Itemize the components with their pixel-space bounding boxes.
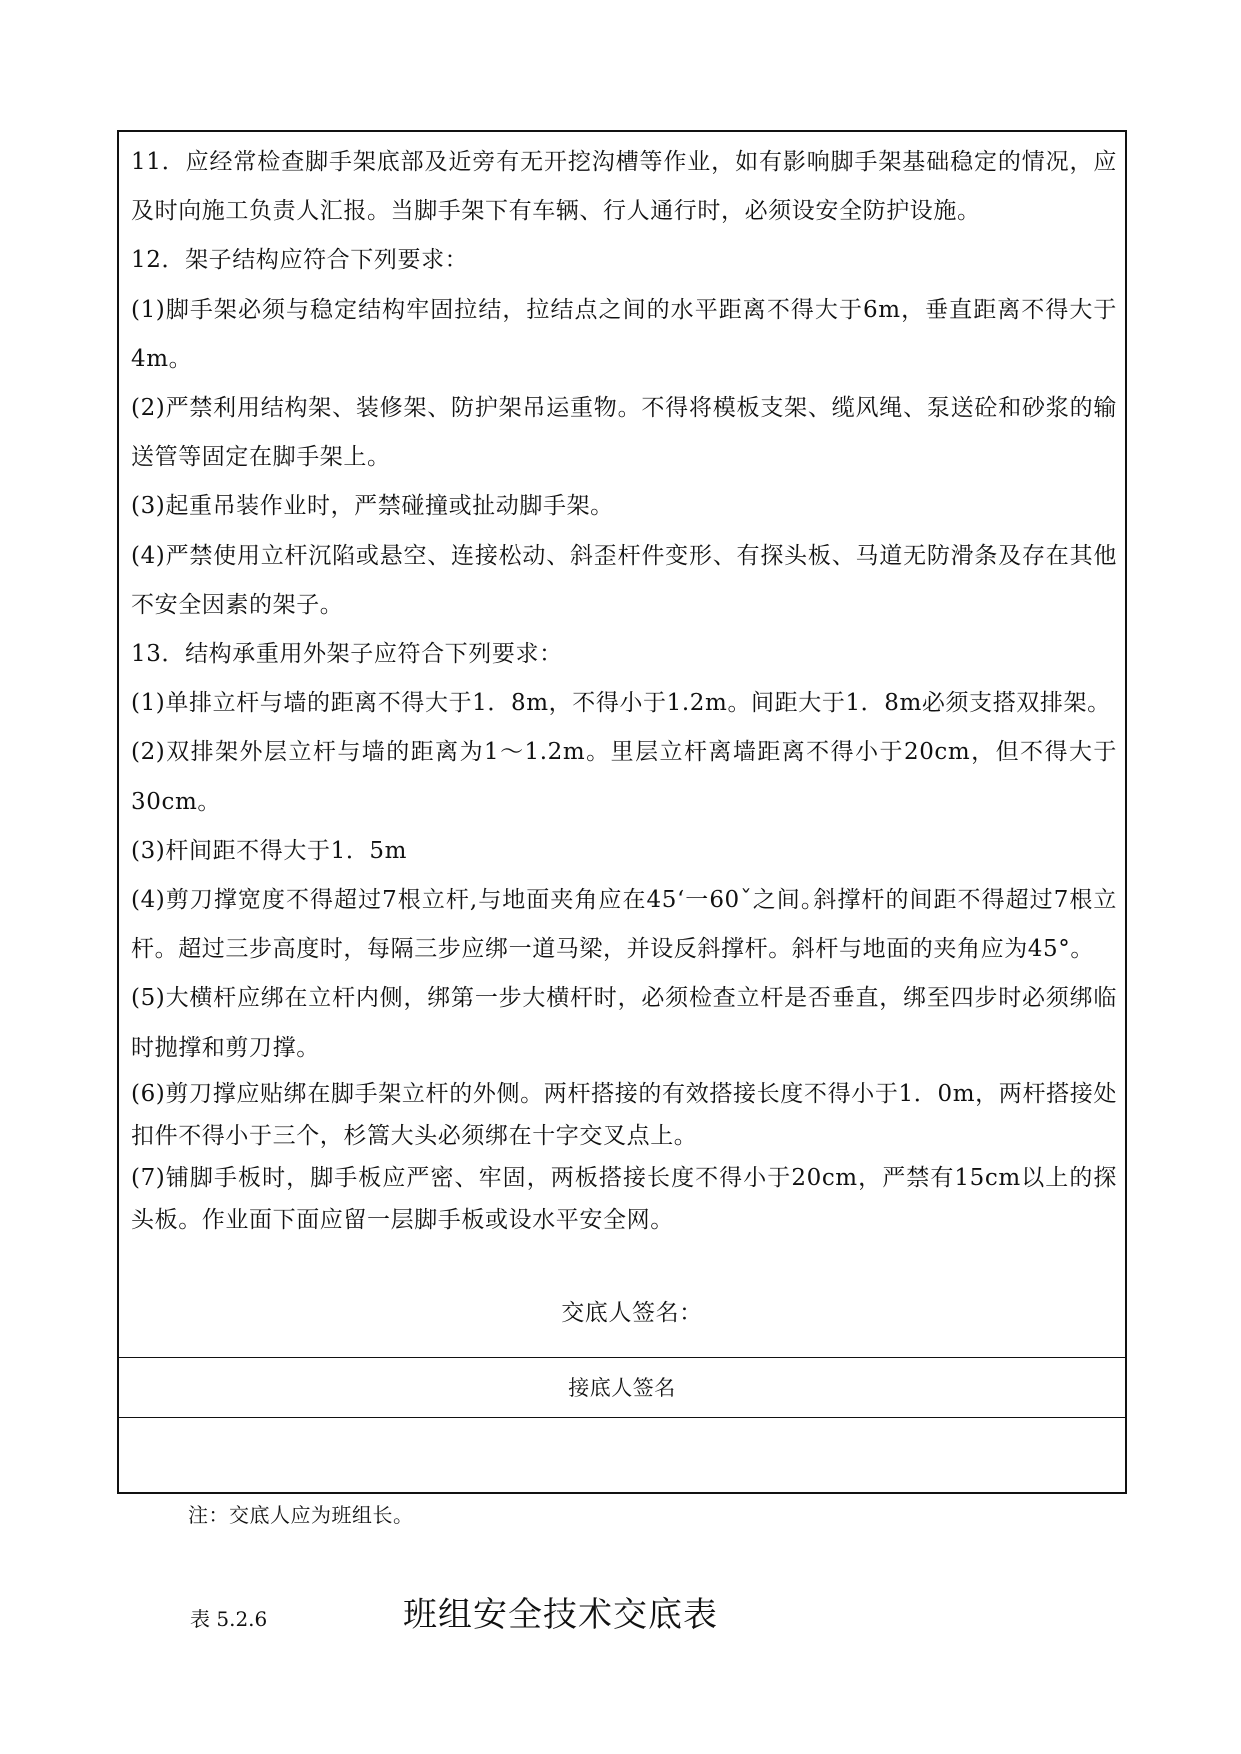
item-13-7: (7)铺脚手板时，脚手板应严密、牢固，两板搭接长度不得小于20cm，严禁有15cm以上的探头板。作业面下面应留一层脚手板或设水平安全网。 <box>131 1164 1117 1233</box>
receiver-signature-label: 接底人签名 <box>568 1376 676 1400</box>
footnote: 注：交底人应为班组长。 <box>188 1503 414 1527</box>
item-12: 12．架子结构应符合下列要求： <box>131 247 469 274</box>
item-13: 13．结构承重用外架子应符合下列要求： <box>131 641 563 668</box>
item-12-4: (4)严禁使用立杆沉陷或悬空、连接松动、斜歪杆件变形、有探头板、马道无防滑条及存在其他不安全因素的架子。 <box>131 542 1117 618</box>
item-12-1: (1)脚手架必须与稳定结构牢固拉结，拉结点之间的水平距离不得大于6m，垂直距离不得大于4m。 <box>131 296 1117 372</box>
disclosure-table <box>117 130 1127 1494</box>
row-divider <box>119 1417 1125 1418</box>
discloser-signature-label: 交底人签名： <box>561 1300 703 1326</box>
item-12-3: (3)起重吊装作业时，严禁碰撞或扯动脚手架。 <box>131 493 614 520</box>
item-13-3: (3)杆间距不得大于1．5m <box>131 837 408 864</box>
next-table-number: 表 5.2.6 <box>190 1607 268 1631</box>
item-13-6: (6)剪刀撑应贴绑在脚手架立杆的外侧。两杆搭接的有效搭接长度不得小于1．0m，两杆搭接处扣件不得小于三个，杉篙大头必须绑在十字交叉点上。 <box>131 1080 1117 1149</box>
item-13-2: (2)双排架外层立杆与墙的距离为1～1.2m。里层立杆离墙距离不得小于20cm，但不得大于30cm。 <box>131 739 1117 815</box>
receiver-signature-field[interactable] <box>119 1419 1125 1492</box>
item-13-4: (4)剪刀撑宽度不得超过7根立杆,与地面夹角应在45‘一60ˇ之间｡斜撑杆的间距不得超过7根立杆。超过三步高度时，每隔三步应绑一道马梁，并设反斜撑杆。斜杆与地面的夹角应为45°。 <box>131 887 1117 963</box>
item-12-2: (2)严禁利用结构架、装修架、防护架吊运重物。不得将模板支架、缆风绳、泵送砼和砂浆的输送管等固定在脚手架上。 <box>131 395 1117 471</box>
item-13-5: (5)大横杆应绑在立杆内侧，绑第一步大横杆时，必须检查立杆是否垂直，绑至四步时必须绑临时抛撑和剪刀撑。 <box>131 985 1117 1061</box>
row-divider <box>119 1357 1125 1358</box>
item-13-1: (1)单排立杆与墙的距离不得大于1．8m，不得小于1.2m。间距大于1．8m必须支搭双排架。 <box>131 690 1111 717</box>
disclosure-content-cell <box>119 132 1125 1357</box>
next-table-title: 班组安全技术交底表 <box>403 1595 718 1635</box>
item-11: 11．应经常检查脚手架底部及近旁有无开挖沟槽等作业，如有影响脚手架基础稳定的情况，应及时向施工负责人汇报。当脚手架下有车辆、行人通行时，必须设安全防护设施。 <box>131 149 1117 225</box>
